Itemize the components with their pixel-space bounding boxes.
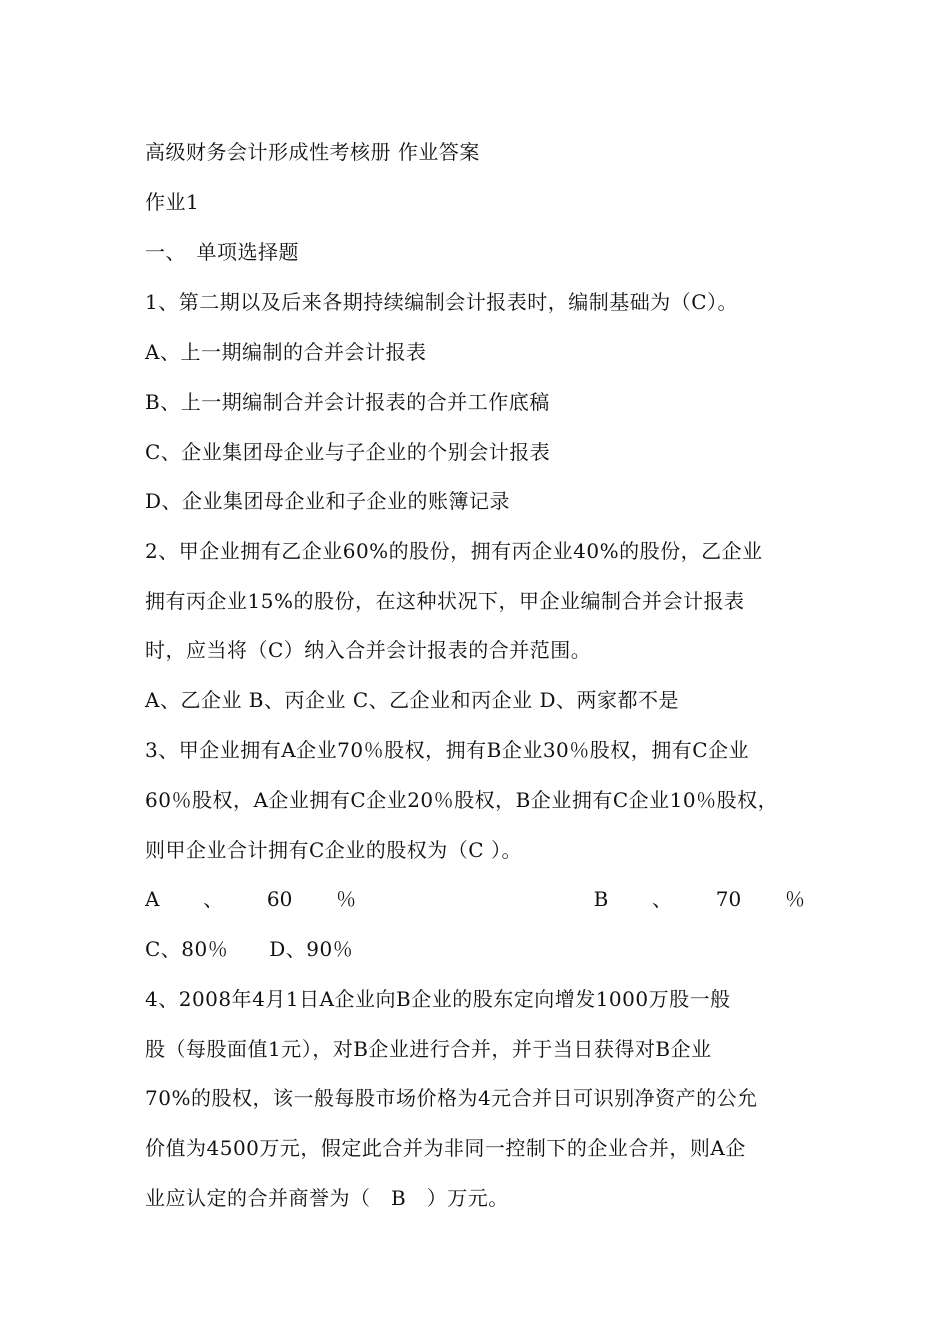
question-3-line-3: 则甲企业合计拥有C企业的股权为（C ）。 (145, 838, 522, 862)
question-1-option-b: B、上一期编制合并会计报表的合并工作底稿 (145, 390, 550, 414)
question-1-option-a: A、上一期编制的合并会计报表 (145, 340, 427, 364)
question-3-options-line-1 (145, 886, 805, 912)
option-token: A (145, 887, 160, 911)
question-4-line-3: 70%的股权，该一般每股市场价格为4元合并日可识别净资产的公允 (145, 1086, 758, 1110)
question-4-line-5: 业应认定的合并商誉为（ B ）万元。 (145, 1186, 509, 1210)
option-token: ％ (784, 887, 805, 911)
question-2-options: A、乙企业 B、丙企业 C、乙企业和丙企业 D、两家都不是 (145, 688, 680, 712)
option-token: 70 (715, 887, 742, 911)
question-4-line-4: 价值为4500万元，假定此合并为非同一控制下的企业合并，则A企 (145, 1136, 746, 1160)
question-3-line-2: 60％股权，A企业拥有C企业20％股权，B企业拥有C企业10％股权， (145, 788, 779, 812)
question-3-line-1: 3、甲企业拥有A企业70％股权，拥有B企业30％股权，拥有C企业 (145, 738, 750, 762)
question-1-option-d: D、企业集团母企业和子企业的账簿记录 (145, 489, 511, 513)
option-token: 、 (203, 887, 224, 911)
option-token: 60 (266, 887, 293, 911)
option-token: 、 (652, 887, 673, 911)
question-2-line-1: 2、甲企业拥有乙企业60%的股份，拥有丙企业40%的股份，乙企业 (145, 539, 763, 563)
question-4-line-2: 股（每股面值1元），对B企业进行合并，并于当日获得对B企业 (145, 1037, 712, 1061)
option-token: ％ (336, 887, 357, 911)
question-2-line-2: 拥有丙企业15%的股份，在这种状况下，甲企业编制合并会计报表 (145, 589, 745, 613)
question-3-options-line-2: C、80％ D、90％ (145, 937, 354, 961)
section-heading: 一、 单项选择题 (145, 240, 299, 264)
question-4-line-1: 4、2008年4月1日A企业向B企业的股东定向增发1000万股一般 (145, 987, 731, 1011)
question-1-option-c: C、企业集团母企业与子企业的个别会计报表 (145, 440, 551, 464)
spacer (400, 886, 550, 912)
document-title: 高级财务会计形成性考核册 作业答案 (145, 140, 480, 164)
option-token: B (593, 887, 609, 911)
question-2-line-3: 时，应当将（C）纳入合并会计报表的合并范围。 (145, 638, 592, 662)
assignment-heading: 作业1 (145, 190, 200, 214)
question-1-stem: 1、第二期以及后来各期持续编制会计报表时，编制基础为（C）。 (145, 290, 739, 314)
